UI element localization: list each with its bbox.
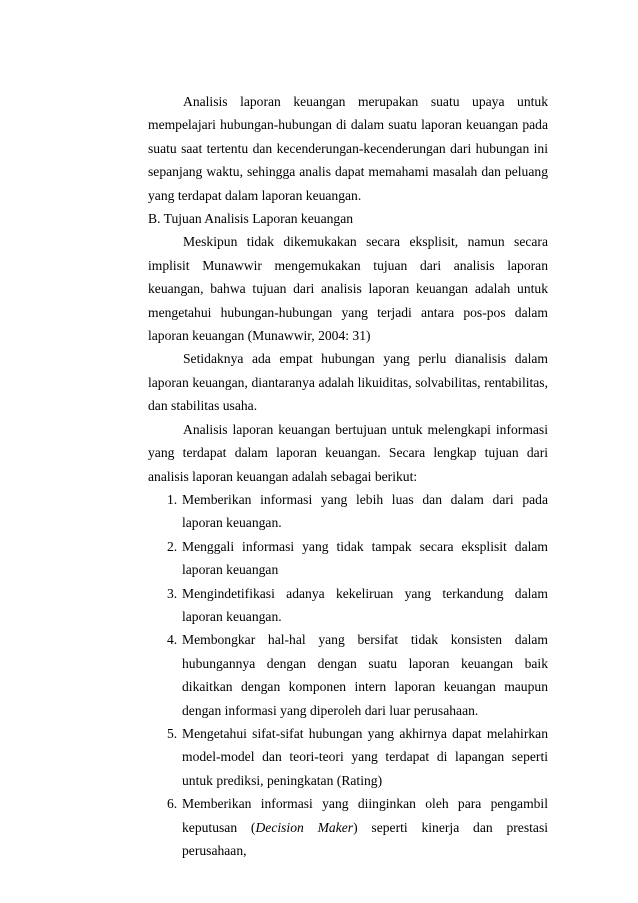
list-text: Menggali informasi yang tidak tampak secara eksplisit dalam laporan keuangan	[182, 538, 548, 578]
list-item	[148, 488, 548, 535]
list-text: Memberikan informasi yang lebih luas dan dalam dari pada laporan keuangan.	[182, 491, 548, 531]
list-number: 6.	[167, 796, 178, 812]
paragraph-munawwir: Meskipun tidak dikemukakan secara eksplisit, namun secara implisit Munawwir mengemukakan tujuan dari analisis laporan keuangan, bahwa tujuan dari analisis laporan keuangan adalah untuk mengetahui hubungan-hubungan yang terjadi antara pos-pos dalam laporan keuangan (Munawwir, 2004: 31)	[148, 234, 548, 344]
list-item	[148, 628, 548, 722]
list-text: Mengetahui sifat-sifat hubungan yang akhirnya dapat melahirkan model-model dan teori-teori yang terdapat di lapangan seperti untuk prediksi, peningkatan (Rating)	[182, 725, 548, 788]
list-text	[182, 796, 548, 858]
section-heading: B. Tujuan Analisis Laporan keuangan	[148, 211, 354, 227]
list-item	[148, 582, 548, 629]
objectives-list	[148, 488, 548, 863]
list-text: Mengindetifikasi adanya kekeliruan yang terkandung dalam laporan keuangan.	[182, 585, 548, 624]
paragraph-tujuan: Analisis laporan keuangan bertujuan untuk melengkapi informasi yang terdapat dalam laporan keuangan. Secara lengkap tujuan dari analisis laporan keuangan adalah sebagai berikut:	[148, 421, 548, 484]
document-page	[148, 90, 548, 862]
list-text-after: ) seperti kinerja dan prestasi perusahaan,	[182, 819, 549, 858]
list-text-italic: Decision Maker	[255, 819, 354, 835]
list-number: 2.	[167, 538, 178, 554]
list-item	[148, 722, 548, 792]
list-item	[148, 535, 548, 582]
list-number: 4.	[167, 632, 178, 648]
list-text-before: Memberikan informasi yang diinginkan oleh para pengambil keputusan (	[182, 796, 548, 835]
paragraph-empat-hubungan: Setidaknya ada empat hubungan yang perlu dianalisis dalam laporan keuangan, diantaranya adalah likuiditas, solvabilitas, rentabilitas, dan stabilitas usaha.	[148, 351, 548, 414]
paragraph-analisis: Analisis laporan keuangan merupakan suatu upaya untuk mempelajari hubungan-hubungan di dalam suatu laporan keuangan pada suatu saat tertentu dan kecenderungan-kecenderungan dari hubungan ini sepanjang waktu, sehingga analis dapat memahami masalah dan peluang yang terdapat dalam laporan keuangan.	[148, 94, 548, 203]
list-text: Membongkar hal-hal yang bersifat tidak konsisten dalam hubungannya dengan dengan suatu laporan keuangan baik dikaitkan dengan komponen intern laporan keuangan maupun dengan informasi yang diperoleh dari luar perusahaan.	[182, 632, 548, 718]
list-item	[148, 792, 548, 862]
list-number: 1.	[167, 491, 178, 507]
list-number: 3.	[167, 585, 178, 601]
list-number: 5.	[167, 725, 178, 741]
